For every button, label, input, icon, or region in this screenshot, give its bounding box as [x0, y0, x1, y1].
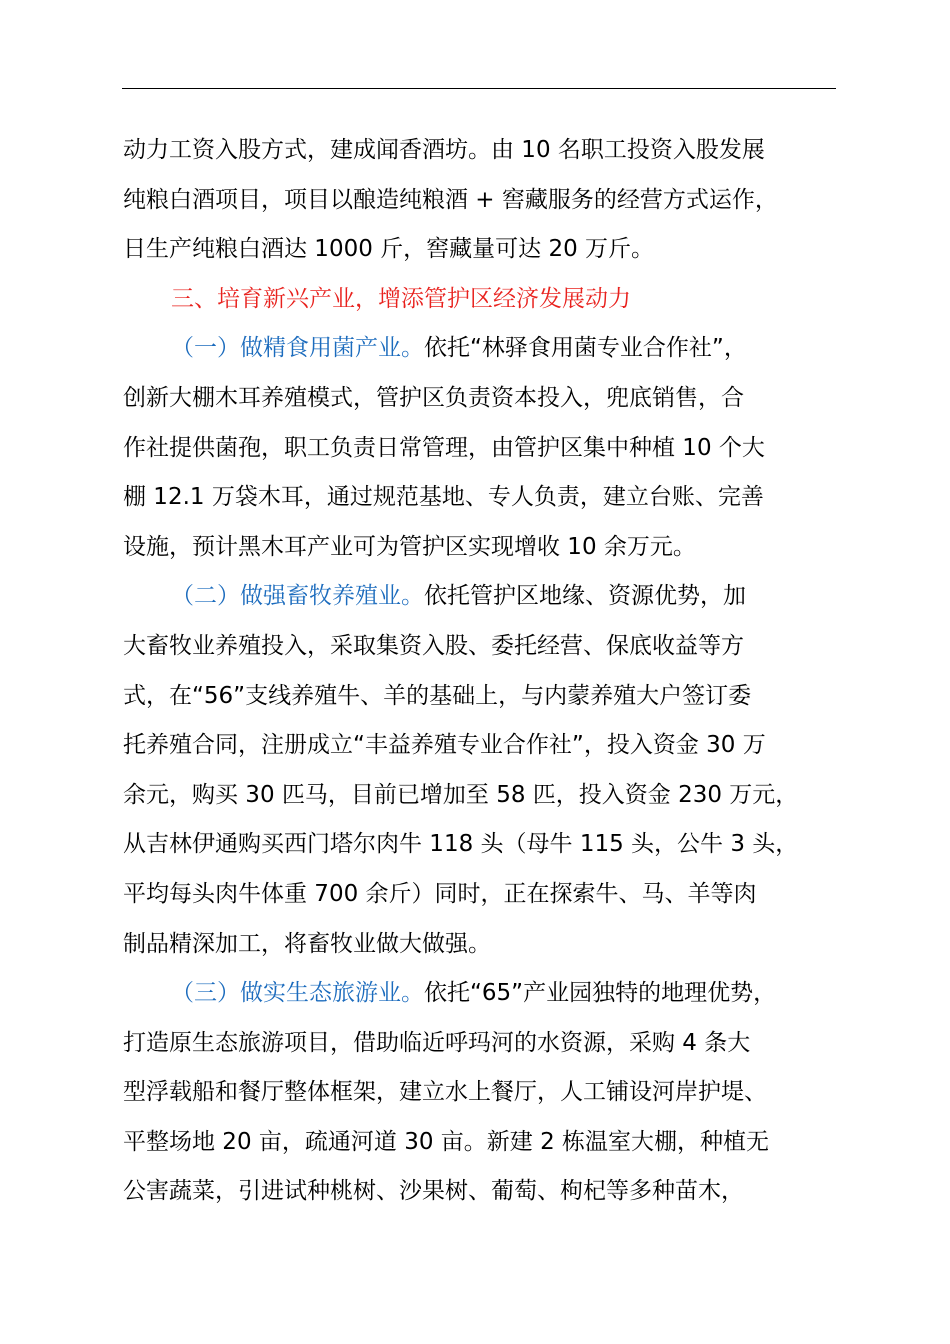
paragraph-line: 余元，购买 30 匹马，目前已增加至 58 匹，投入资金 230 万元， — [123, 781, 799, 808]
subsection-heading: （二）做强畜牧养殖业。 — [171, 583, 424, 610]
paragraph-line: 纯粮白酒项目，项目以酿造纯粮酒 + 窖藏服务的经营方式运作， — [123, 186, 778, 213]
paragraph-text: 依托“林驿食用菌专业合作社”， — [424, 335, 747, 362]
paragraph-line: 制品精深加工，将畜牧业做大做强。 — [123, 930, 491, 957]
paragraph-line: 平均每头肉牛体重 700 余斤）同时，正在探索牛、马、羊等肉 — [123, 880, 757, 907]
paragraph-line — [123, 969, 863, 1019]
paragraph-text: 依托“65”产业园独特的地理优势， — [424, 980, 777, 1007]
paragraph-line: 动力工资入股方式，建成闻香酒坊。由 10 名职工投资入股发展 — [123, 137, 765, 163]
paragraph-line: 设施，预计黑木耳产业可为管护区实现增收 10 余万元。 — [123, 533, 696, 560]
paragraph-line — [123, 572, 863, 622]
paragraph-line: 从吉林伊通购买西门塔尔肉牛 118 头（母牛 115 头，公牛 3 头， — [123, 831, 799, 858]
paragraph-line: 托养殖合同，注册成立“丰益养殖专业合作社”，投入资金 30 万 — [123, 732, 766, 759]
paragraph-line: 公害蔬菜，引进试种桃树、沙果树、葡萄、枸杞等多种苗木， — [123, 1178, 744, 1205]
paragraph-line: 平整场地 20 亩，疏通河道 30 亩。新建 2 栋温室大棚，种植无 — [123, 1128, 770, 1155]
header-rule — [122, 88, 836, 89]
paragraph-line: 日生产纯粮白酒达 1000 斤，窖藏量可达 20 万斤。 — [123, 236, 655, 263]
section-heading: 三、培育新兴产业，增添管护区经济发展动力 — [171, 285, 631, 312]
paragraph-line: 创新大棚木耳养殖模式，管护区负责资本投入，兜底销售，合 — [123, 384, 744, 411]
subsection-heading: （三）做实生态旅游业。 — [171, 980, 424, 1007]
document-body — [123, 126, 863, 1217]
subsection-heading: （一）做精食用菌产业。 — [171, 335, 424, 362]
paragraph-line: 型浮载船和餐厅整体框架，建立水上餐厅，人工铺设河岸护堤、 — [123, 1079, 767, 1106]
paragraph-line: 式，在“56”支线养殖牛、羊的基础上，与内蒙养殖大户签订委 — [123, 682, 752, 709]
paragraph-line — [123, 324, 863, 374]
paragraph-text: 依托管护区地缘、资源优势，加 — [424, 583, 746, 610]
paragraph-line: 作社提供菌孢，职工负责日常管理，由管护区集中种植 10 个大 — [123, 434, 765, 461]
paragraph-line: 棚 12.1 万袋木耳，通过规范基地、专人负责，建立台账、完善 — [123, 484, 764, 511]
paragraph-line: 打造原生态旅游项目，借助临近呼玛河的水资源，采购 4 条大 — [123, 1029, 751, 1056]
paragraph-line: 大畜牧业养殖投入，采取集资入股、委托经营、保底收益等方 — [123, 632, 744, 659]
